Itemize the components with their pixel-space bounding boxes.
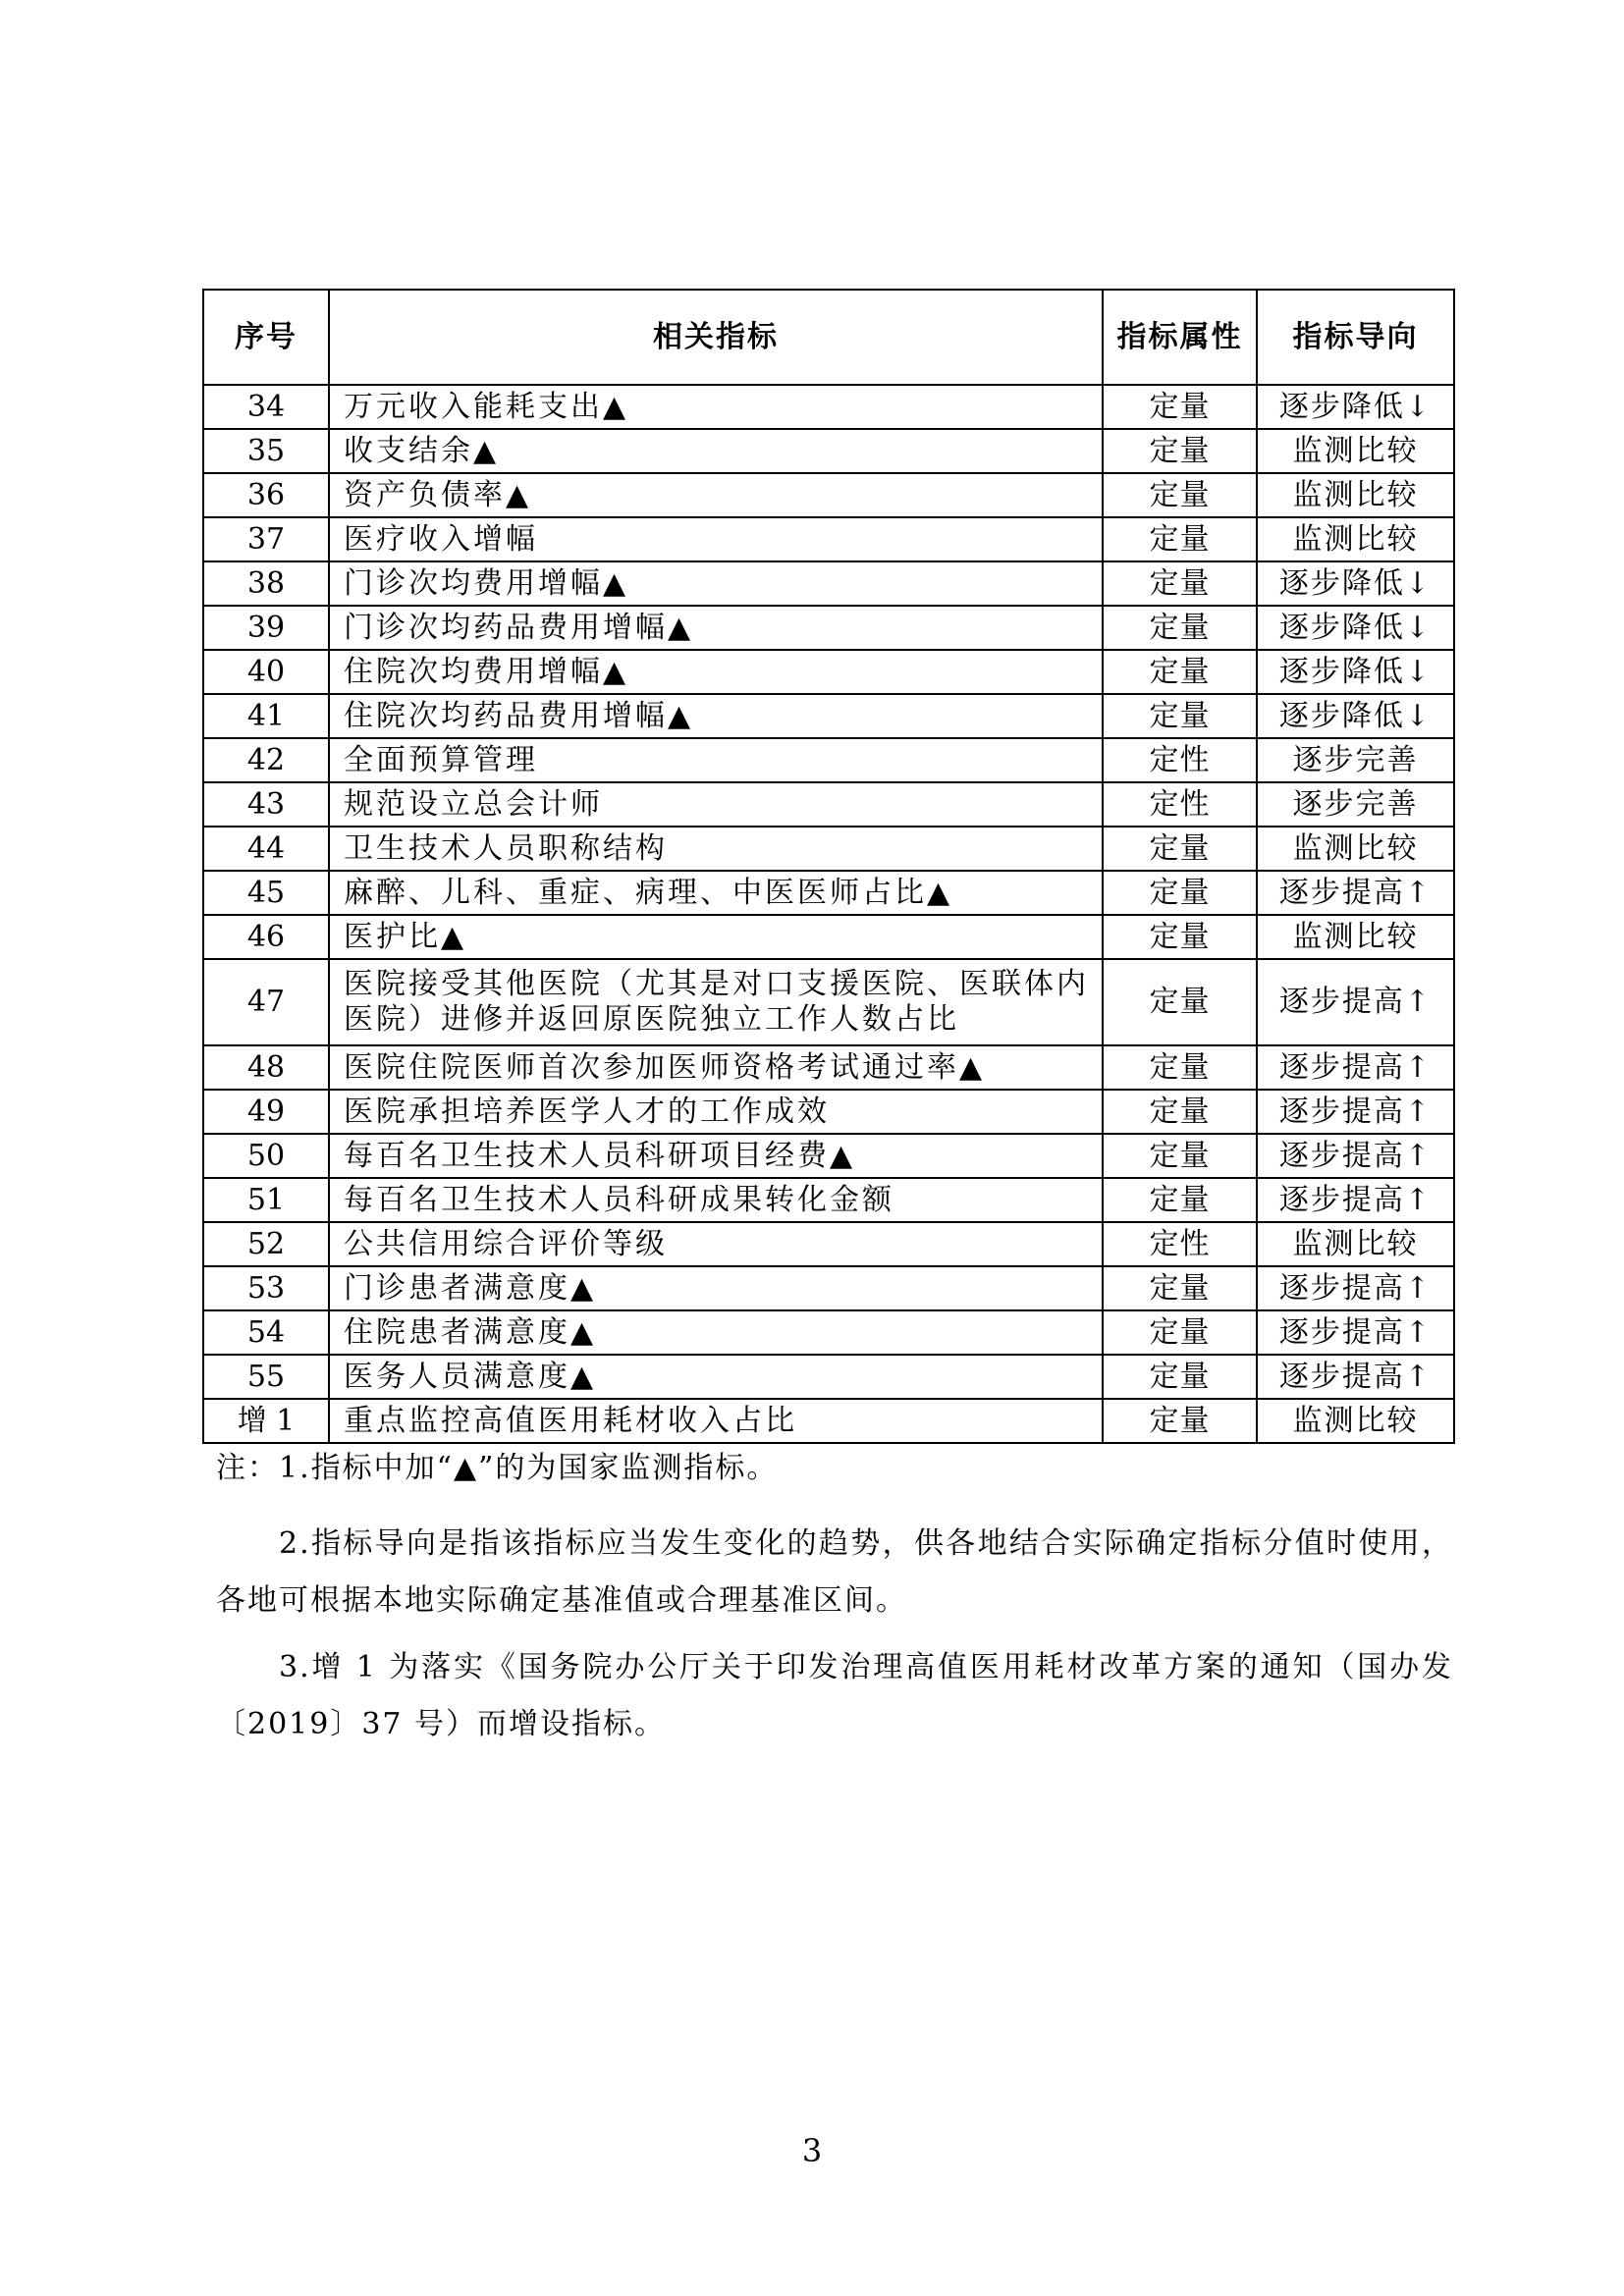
table-header-row xyxy=(203,290,1454,385)
row-indicator-direction: 逐步降低↓ xyxy=(1257,650,1454,694)
row-indicator-name: 住院患者满意度▲ xyxy=(329,1310,1103,1355)
table-row xyxy=(203,429,1454,473)
row-indicator-attribute: 定量 xyxy=(1103,385,1257,429)
row-serial-number: 48 xyxy=(203,1045,329,1090)
row-indicator-name: 公共信用综合评价等级 xyxy=(329,1222,1103,1266)
row-indicator-attribute: 定性 xyxy=(1103,782,1257,827)
row-indicator-direction: 监测比较 xyxy=(1257,517,1454,561)
row-indicator-direction: 监测比较 xyxy=(1257,473,1454,517)
row-indicator-name: 规范设立总会计师 xyxy=(329,782,1103,827)
row-serial-number: 51 xyxy=(203,1178,329,1222)
header-indicator-attribute: 指标属性 xyxy=(1103,290,1257,385)
row-indicator-direction: 逐步提高↑ xyxy=(1257,1266,1454,1310)
table-row xyxy=(203,606,1454,650)
row-serial-number: 37 xyxy=(203,517,329,561)
row-serial-number: 46 xyxy=(203,915,329,959)
row-indicator-attribute: 定量 xyxy=(1103,1045,1257,1090)
header-indicator-name: 相关指标 xyxy=(329,290,1103,385)
row-indicator-attribute: 定量 xyxy=(1103,561,1257,606)
row-indicator-attribute: 定量 xyxy=(1103,473,1257,517)
row-indicator-direction: 逐步降低↓ xyxy=(1257,694,1454,738)
row-indicator-attribute: 定量 xyxy=(1103,827,1257,871)
row-indicator-name: 医院接受其他医院（尤其是对口支援医院、医联体内医院）进修并返回原医院独立工作人数占比 xyxy=(329,959,1103,1045)
row-indicator-name: 重点监控高值医用耗材收入占比 xyxy=(329,1399,1103,1443)
row-indicator-direction: 监测比较 xyxy=(1257,915,1454,959)
table-row xyxy=(203,827,1454,871)
row-serial-number: 54 xyxy=(203,1310,329,1355)
table-row xyxy=(203,782,1454,827)
row-indicator-attribute: 定量 xyxy=(1103,959,1257,1045)
row-indicator-direction: 逐步完善 xyxy=(1257,738,1454,782)
table-row xyxy=(203,385,1454,429)
row-indicator-direction: 逐步完善 xyxy=(1257,782,1454,827)
row-indicator-attribute: 定量 xyxy=(1103,1399,1257,1443)
row-indicator-attribute: 定量 xyxy=(1103,1355,1257,1399)
row-indicator-direction: 监测比较 xyxy=(1257,827,1454,871)
row-indicator-name: 每百名卫生技术人员科研成果转化金额 xyxy=(329,1178,1103,1222)
row-indicator-name: 医护比▲ xyxy=(329,915,1103,959)
table-row xyxy=(203,1399,1454,1443)
table-row xyxy=(203,694,1454,738)
row-indicator-direction: 监测比较 xyxy=(1257,1399,1454,1443)
row-serial-number: 34 xyxy=(203,385,329,429)
table-row xyxy=(203,1134,1454,1178)
table-row xyxy=(203,473,1454,517)
row-serial-number: 47 xyxy=(203,959,329,1045)
indicator-table xyxy=(202,289,1455,1444)
row-indicator-name: 住院次均药品费用增幅▲ xyxy=(329,694,1103,738)
row-indicator-name: 医务人员满意度▲ xyxy=(329,1355,1103,1399)
row-indicator-direction: 监测比较 xyxy=(1257,1222,1454,1266)
table-row xyxy=(203,1266,1454,1310)
row-serial-number: 增 1 xyxy=(203,1399,329,1443)
row-serial-number: 36 xyxy=(203,473,329,517)
row-serial-number: 50 xyxy=(203,1134,329,1178)
row-indicator-direction: 逐步提高↑ xyxy=(1257,1355,1454,1399)
table-row xyxy=(203,959,1454,1045)
row-indicator-name: 住院次均费用增幅▲ xyxy=(329,650,1103,694)
row-serial-number: 38 xyxy=(203,561,329,606)
row-indicator-name: 门诊次均药品费用增幅▲ xyxy=(329,606,1103,650)
row-serial-number: 35 xyxy=(203,429,329,473)
row-indicator-direction: 逐步降低↓ xyxy=(1257,561,1454,606)
row-indicator-name: 医院住院医师首次参加医师资格考试通过率▲ xyxy=(329,1045,1103,1090)
row-indicator-name: 医院承担培养医学人才的工作成效 xyxy=(329,1090,1103,1134)
row-serial-number: 40 xyxy=(203,650,329,694)
row-serial-number: 53 xyxy=(203,1266,329,1310)
header-serial-number: 序号 xyxy=(203,290,329,385)
table-row xyxy=(203,1090,1454,1134)
note-1: 注：1.指标中加“▲”的为国家监测指标。 xyxy=(216,1451,779,1485)
row-serial-number: 55 xyxy=(203,1355,329,1399)
row-indicator-direction: 逐步降低↓ xyxy=(1257,385,1454,429)
row-indicator-attribute: 定量 xyxy=(1103,1090,1257,1134)
table-row xyxy=(203,1310,1454,1355)
row-indicator-direction: 监测比较 xyxy=(1257,429,1454,473)
row-indicator-direction: 逐步提高↑ xyxy=(1257,871,1454,915)
row-indicator-attribute: 定量 xyxy=(1103,517,1257,561)
table-row xyxy=(203,1045,1454,1090)
row-indicator-name: 全面预算管理 xyxy=(329,738,1103,782)
table-row xyxy=(203,561,1454,606)
row-indicator-name: 门诊次均费用增幅▲ xyxy=(329,561,1103,606)
row-indicator-direction: 逐步提高↑ xyxy=(1257,1310,1454,1355)
table-row xyxy=(203,1355,1454,1399)
table-row xyxy=(203,738,1454,782)
row-indicator-attribute: 定量 xyxy=(1103,1310,1257,1355)
row-indicator-name: 万元收入能耗支出▲ xyxy=(329,385,1103,429)
row-indicator-attribute: 定量 xyxy=(1103,1134,1257,1178)
table-row xyxy=(203,1178,1454,1222)
row-indicator-name: 收支结余▲ xyxy=(329,429,1103,473)
row-serial-number: 49 xyxy=(203,1090,329,1134)
row-indicator-attribute: 定性 xyxy=(1103,738,1257,782)
row-indicator-attribute: 定量 xyxy=(1103,606,1257,650)
row-indicator-direction: 逐步提高↑ xyxy=(1257,1134,1454,1178)
row-serial-number: 45 xyxy=(203,871,329,915)
row-indicator-attribute: 定量 xyxy=(1103,915,1257,959)
row-indicator-attribute: 定量 xyxy=(1103,429,1257,473)
row-indicator-attribute: 定量 xyxy=(1103,1266,1257,1310)
table-notes xyxy=(216,1447,1453,1763)
row-indicator-direction: 逐步提高↑ xyxy=(1257,959,1454,1045)
row-indicator-direction: 逐步降低↓ xyxy=(1257,606,1454,650)
table-row xyxy=(203,1222,1454,1266)
row-indicator-direction: 逐步提高↑ xyxy=(1257,1090,1454,1134)
row-serial-number: 43 xyxy=(203,782,329,827)
row-indicator-attribute: 定量 xyxy=(1103,650,1257,694)
row-indicator-name: 每百名卫生技术人员科研项目经费▲ xyxy=(329,1134,1103,1178)
note-2: 2.指标导向是指该指标应当发生变化的趋势，供各地结合实际确定指标分值时使用，各地可根据本地实际确定基准值或合理基准区间。 xyxy=(216,1526,1453,1618)
row-indicator-name: 卫生技术人员职称结构 xyxy=(329,827,1103,871)
header-indicator-direction: 指标导向 xyxy=(1257,290,1454,385)
row-indicator-attribute: 定量 xyxy=(1103,1178,1257,1222)
row-serial-number: 41 xyxy=(203,694,329,738)
table-row xyxy=(203,517,1454,561)
row-indicator-attribute: 定量 xyxy=(1103,871,1257,915)
row-serial-number: 42 xyxy=(203,738,329,782)
row-serial-number: 52 xyxy=(203,1222,329,1266)
row-indicator-attribute: 定量 xyxy=(1103,694,1257,738)
row-indicator-name: 资产负债率▲ xyxy=(329,473,1103,517)
row-indicator-attribute: 定性 xyxy=(1103,1222,1257,1266)
page-number: 3 xyxy=(801,2132,823,2169)
row-indicator-direction: 逐步提高↑ xyxy=(1257,1178,1454,1222)
note-3: 3.增 1 为落实《国务院办公厅关于印发治理高值医用耗材改革方案的通知（国办发〔2019〕37 号）而增设指标。 xyxy=(216,1650,1453,1741)
table-row xyxy=(203,650,1454,694)
table-row xyxy=(203,871,1454,915)
row-indicator-direction: 逐步提高↑ xyxy=(1257,1045,1454,1090)
row-indicator-name: 麻醉、儿科、重症、病理、中医医师占比▲ xyxy=(329,871,1103,915)
row-serial-number: 44 xyxy=(203,827,329,871)
table-row xyxy=(203,915,1454,959)
row-serial-number: 39 xyxy=(203,606,329,650)
row-indicator-name: 门诊患者满意度▲ xyxy=(329,1266,1103,1310)
row-indicator-name: 医疗收入增幅 xyxy=(329,517,1103,561)
